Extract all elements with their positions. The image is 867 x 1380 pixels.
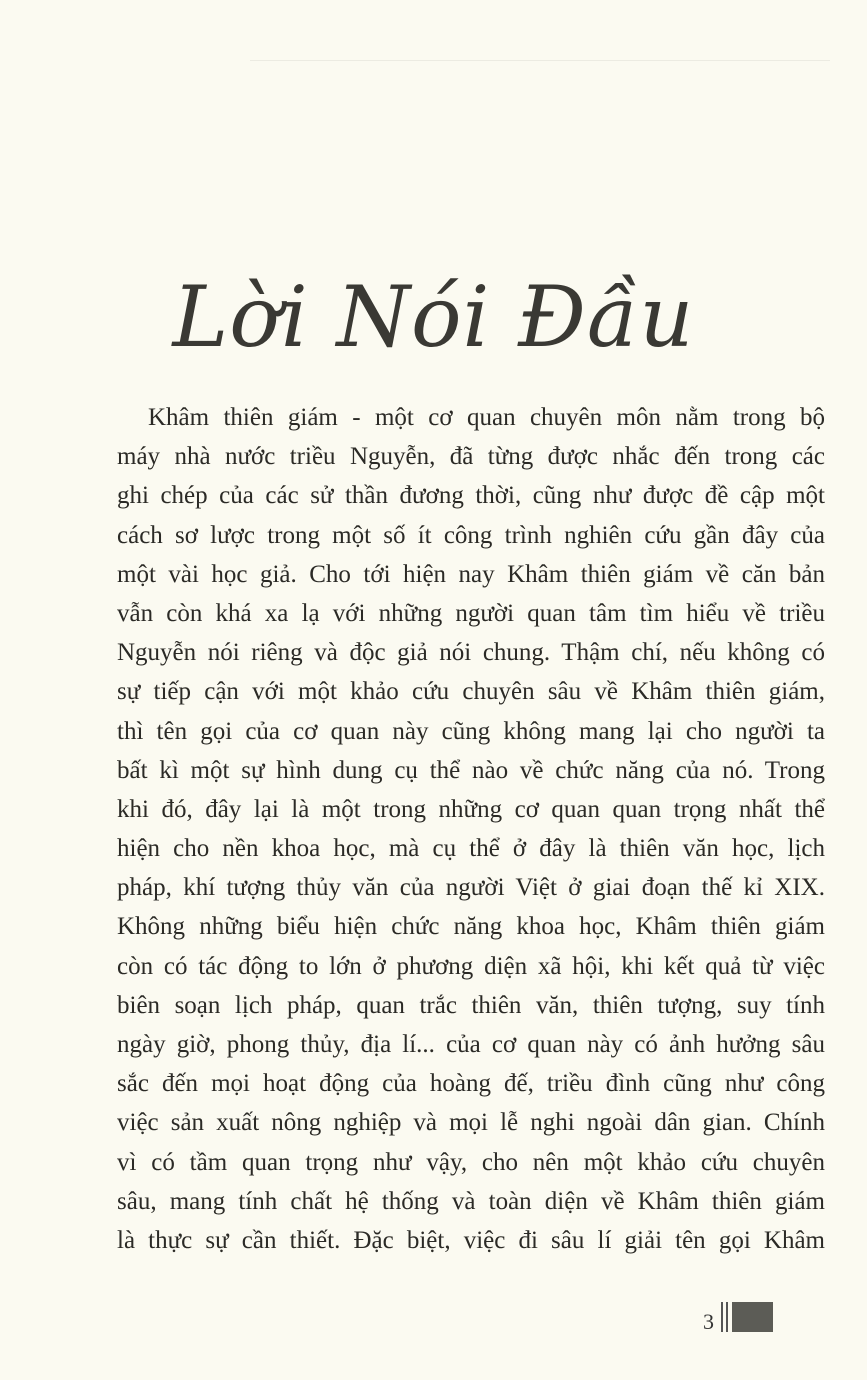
chapter-title: Lời Nói Đầu [172, 268, 695, 366]
text-line [117, 907, 825, 946]
text-line-content: máy nhà nước triều Nguyễn, đã từng được nhắc đến trong các [117, 443, 825, 471]
text-line [117, 868, 825, 907]
text-line-content: hiện cho nền khoa học, mà cụ thể ở đây là thiên văn học, lịch [117, 835, 825, 863]
show-through-line [250, 60, 830, 62]
text-line-content: còn có tác động to lớn ở phương diện xã hội, khi kết quả từ việc [117, 952, 825, 980]
text-line-content: sâu, mang tính chất hệ thống và toàn diện về Khâm thiên giám [117, 1187, 825, 1215]
text-line-content: thì tên gọi của cơ quan này cũng không mang lại cho người ta [117, 717, 825, 745]
text-line-content: bất kì một sự hình dung cụ thể nào về chức năng của nó. Trong [117, 756, 825, 784]
text-line-content: cách sơ lược trong một số ít công trình nghiên cứu gần đây của [117, 521, 825, 549]
text-line [117, 398, 825, 437]
text-line [117, 476, 825, 515]
text-line [117, 712, 825, 751]
page-marker-block [732, 1302, 773, 1332]
text-line [117, 1221, 825, 1260]
text-line-content: vì có tầm quan trọng như vậy, cho nên một khảo cứu chuyên [117, 1148, 825, 1176]
text-line-content: ghi chép của các sử thần đương thời, cũng như được đề cập một [117, 482, 825, 510]
text-line [117, 1103, 825, 1142]
text-line-content: Khâm thiên giám - một cơ quan chuyên môn nằm trong bộ [148, 404, 825, 431]
text-line [117, 947, 825, 986]
text-line-content: ngày giờ, phong thủy, địa lí... của cơ quan này có ảnh hưởng sâu [117, 1031, 825, 1058]
text-line-content: việc sản xuất nông nghiệp và mọi lễ nghi ngoài dân gian. Chính [117, 1109, 825, 1137]
text-line [117, 829, 825, 868]
text-line-content: là thực sự cần thiết. Đặc biệt, việc đi sâu lí giải tên gọi Khâm [117, 1226, 825, 1254]
text-line [117, 1064, 825, 1103]
text-line [117, 516, 825, 555]
text-line-content: sự tiếp cận với một khảo cứu chuyên sâu về Khâm thiên giám, [117, 678, 825, 706]
body-text [117, 398, 825, 1260]
text-line [117, 672, 825, 711]
text-line [117, 437, 825, 476]
text-line [117, 1182, 825, 1221]
text-line-content: sắc đến mọi hoạt động của hoàng đế, triều đình cũng như công [117, 1070, 825, 1098]
text-line [117, 555, 825, 594]
text-line [117, 633, 825, 672]
text-line [117, 594, 825, 633]
text-line-content: biên soạn lịch pháp, quan trắc thiên văn, thiên tượng, suy tính [117, 991, 825, 1019]
text-line [117, 751, 825, 790]
page-marker-bar [721, 1302, 723, 1332]
text-line [117, 986, 825, 1025]
text-line-content: Không những biểu hiện chức năng khoa học, Khâm thiên giám [117, 913, 825, 941]
text-line [117, 1025, 825, 1064]
text-line [117, 1143, 825, 1182]
text-line-content: pháp, khí tượng thủy văn của người Việt ở giai đoạn thế kỉ XIX. [117, 874, 825, 902]
text-line-content: vẫn còn khá xa lạ với những người quan tâm tìm hiểu về triều [117, 599, 825, 627]
page-number: 3 [703, 1309, 714, 1334]
text-line-content: Nguyễn nói riêng và độc giả nói chung. Thậm chí, nếu không có [117, 639, 825, 667]
text-line-content: một vài học giả. Cho tới hiện nay Khâm thiên giám về căn bản [117, 560, 825, 588]
page-marker-bar [726, 1302, 728, 1332]
text-line-content: khi đó, đây lại là một trong những cơ quan quan trọng nhất thể [117, 795, 825, 823]
text-line [117, 790, 825, 829]
